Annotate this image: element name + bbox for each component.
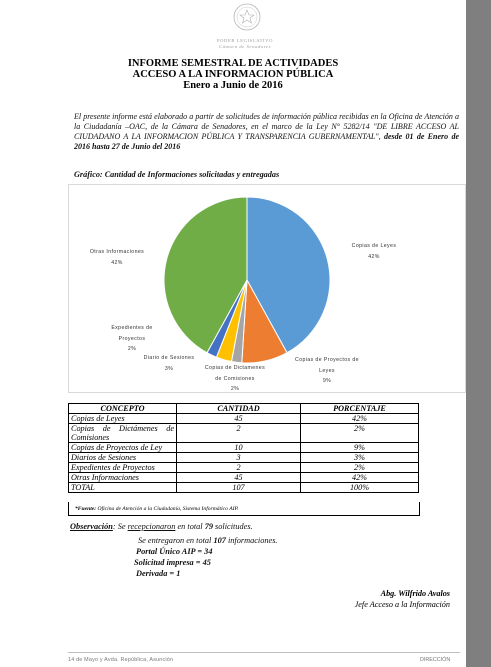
- header-concepto: CONCEPTO: [69, 404, 177, 414]
- label-diario-sesiones-name: Diario de Sesiones: [143, 355, 195, 361]
- observacion-line-1: [70, 522, 253, 531]
- cell-concepto: Otras Informaciones: [69, 473, 177, 483]
- cell-concepto: Copias de Proyectos de Ley: [69, 443, 177, 453]
- header-porcentaje: PORCENTAJE: [301, 404, 419, 414]
- cell-porcentaje: 42%: [301, 414, 419, 424]
- cell-porcentaje: 2%: [301, 424, 419, 443]
- derivada-count: Derivada = 1: [136, 569, 181, 578]
- signature-role: Jefe Acceso a la Información: [354, 600, 450, 609]
- label-copias-leyes-pct: 42%: [368, 253, 380, 260]
- signature-name: Abg. Wilfrido Avalos: [380, 589, 450, 598]
- header-cantidad: CANTIDAD: [177, 404, 301, 414]
- cell-porcentaje: 3%: [301, 453, 419, 463]
- source-label: *Fuente:: [75, 506, 97, 512]
- cell-cantidad: 10: [177, 443, 301, 453]
- org-line-2: Cámara de Senadores: [218, 44, 272, 49]
- label-expedientes: [103, 323, 161, 355]
- source-text: Oficina de Atención a la Ciudadanía, Sistema Informático AIP.: [96, 506, 239, 512]
- informaciones-count: 107: [213, 536, 226, 545]
- observacion-text: informaciones.: [225, 536, 278, 545]
- table-row: [69, 424, 419, 443]
- label-dictamenes-name: Copias de Dictamenes de Comisiones: [204, 365, 266, 382]
- cell-porcentaje: 42%: [301, 473, 419, 483]
- cell-total-label: TOTAL: [69, 483, 177, 493]
- label-dictamenes: [202, 363, 268, 395]
- table-source-note: [68, 502, 420, 516]
- label-proyectos-leyes-name: Copias de Proyectos de Leyes: [295, 357, 359, 374]
- portal-aip-count: Portal Único AIP = 34: [136, 547, 213, 556]
- title-line-2: ACCESO A LA INFORMACION PÚBLICA: [132, 69, 334, 81]
- label-diario-sesiones-pct: 3%: [164, 365, 174, 372]
- chart-caption: Gráfico: Cantidad de Informaciones solicitadas y entregadas: [74, 170, 280, 179]
- observacion-line-2: [138, 536, 278, 545]
- cell-total-porcentaje: 100%: [301, 483, 419, 493]
- footer-direccion: DIRECCIÓN: [420, 657, 451, 663]
- org-line-1: PODER LEGISLATIVO: [216, 38, 273, 43]
- pie-chart: [69, 185, 465, 392]
- summary-table: [68, 403, 419, 493]
- table-total-row: [69, 483, 419, 493]
- table-row: [69, 443, 419, 453]
- label-expedientes-name: Expedientes de Proyectos: [111, 325, 153, 342]
- observacion-label: Observación: [70, 522, 113, 531]
- cell-concepto: Copias de Dictámenes de Comisiones: [69, 424, 177, 443]
- label-diario-sesiones: [139, 353, 199, 374]
- cell-cantidad: 45: [177, 414, 301, 424]
- cell-porcentaje: 2%: [301, 463, 419, 473]
- table-row: [69, 473, 419, 483]
- observacion-text: Se entregaron en total: [138, 536, 214, 545]
- signature-block: [300, 588, 450, 610]
- cell-concepto: Copias de Leyes: [69, 414, 177, 424]
- cell-concepto: Diarios de Sesiones: [69, 453, 177, 463]
- table-row: [69, 453, 419, 463]
- intro-text: El presente informe está elaborado a partir de solicitudes de información pública recibidas en la Oficina de Atención a la Ciudadanía –OAC, de la Cámara de Senadores, en el marco de la Ley N° 5282/14 "DE LIBRE ACCESO AL CIUDADANO A LA INFORMACION PÚBLICA Y TRANSPARENCIA GUBERNAMENTAL",: [74, 112, 459, 141]
- label-proyectos-leyes-pct: 9%: [322, 378, 332, 384]
- solicitudes-count: 79: [204, 522, 213, 531]
- table-row: [69, 414, 419, 424]
- cell-porcentaje: 9%: [301, 443, 419, 453]
- cell-concepto: Expedientes de Proyectos: [69, 463, 177, 473]
- intro-date-range: desde 01 de Enero de 2016 hasta 27 de Junio del 2016: [74, 132, 459, 151]
- senate-seal-icon: [230, 2, 264, 32]
- report-title: [0, 58, 466, 92]
- pie-chart-frame: [68, 184, 466, 393]
- footer-address: 14 de Mayo y Avda. República, Asunción: [68, 657, 174, 663]
- title-line-3: Enero a Junio de 2016: [183, 80, 283, 92]
- label-copias-leyes-name: Copias de Leyes: [351, 243, 397, 249]
- cell-total-cantidad: 107: [177, 483, 301, 493]
- label-otras: [79, 247, 155, 268]
- label-expedientes-pct: 2%: [127, 346, 137, 352]
- observacion-text: en total: [175, 522, 205, 531]
- footer-divider: [68, 652, 460, 653]
- table-row: [69, 463, 419, 473]
- table-header-row: [69, 404, 419, 414]
- observacion-underlined-word: recepcionaron: [127, 522, 176, 531]
- cell-cantidad: 2: [177, 463, 301, 473]
- observacion-text: solicitudes.: [212, 522, 253, 531]
- intro-paragraph: [74, 112, 459, 152]
- solicitud-impresa-count: Solicitud impresa = 45: [134, 558, 211, 567]
- label-dictamenes-pct: 2%: [230, 386, 240, 392]
- observacion-text: : Se: [112, 522, 128, 531]
- label-proyectos-leyes: [289, 355, 365, 387]
- cell-cantidad: 2: [177, 424, 301, 443]
- cell-cantidad: 45: [177, 473, 301, 483]
- label-otras-pct: 42%: [111, 259, 123, 266]
- label-copias-leyes: [339, 241, 409, 262]
- cell-cantidad: 3: [177, 453, 301, 463]
- label-otras-name: Otras Informaciones: [89, 249, 145, 255]
- title-line-1: INFORME SEMESTRAL DE ACTIVIDADES: [127, 58, 339, 69]
